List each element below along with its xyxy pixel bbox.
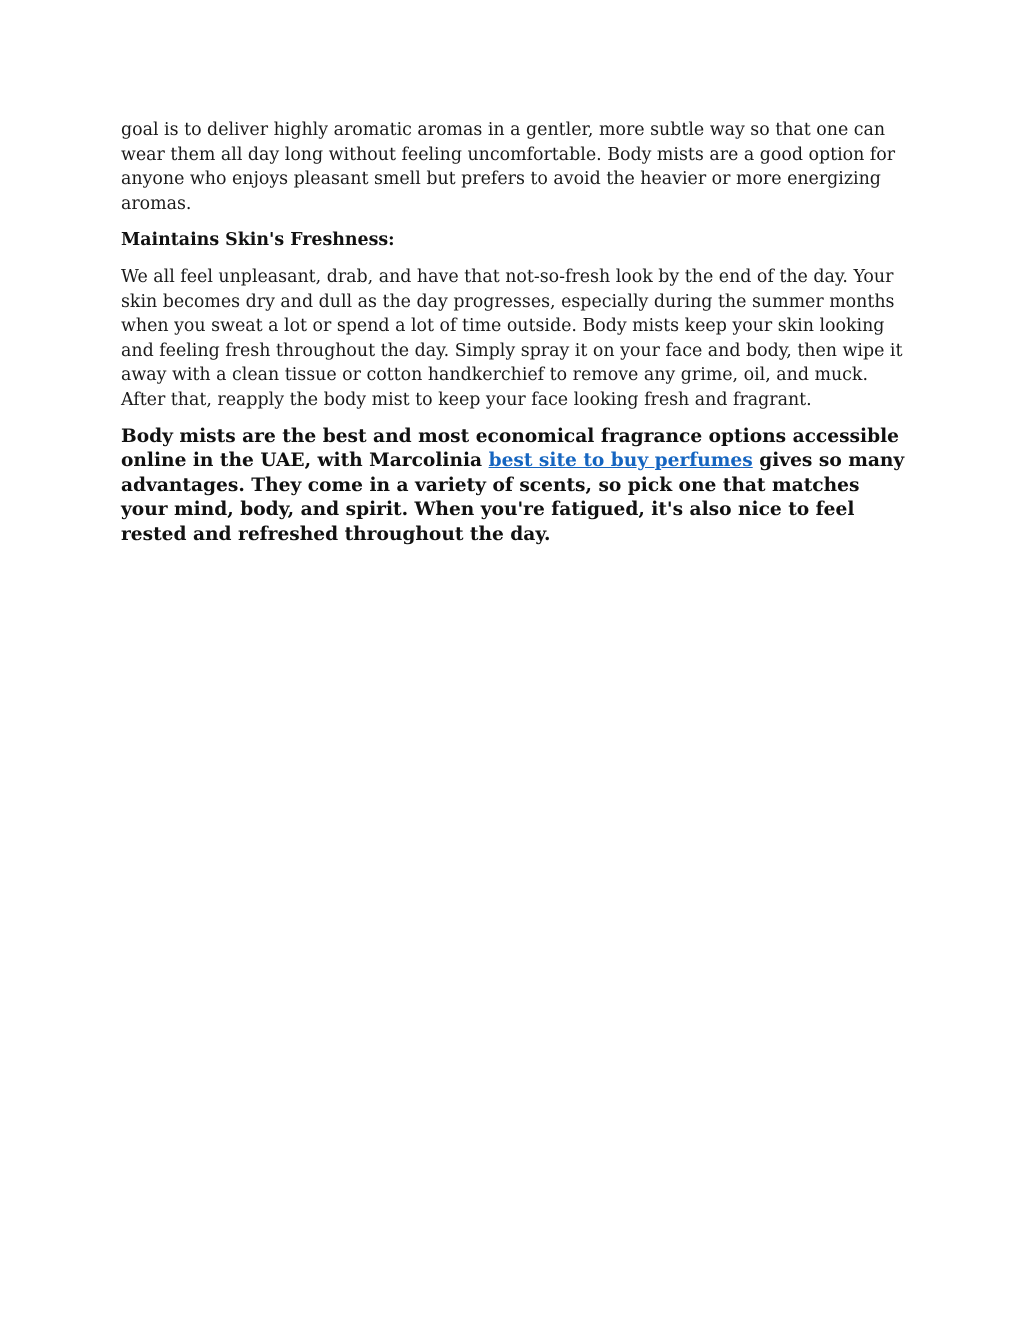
- intro-paragraph: goal is to deliver highly aromatic aromas in a gentler, more subtle way so that one can wear them all day long without feeling uncomfortable. Body mists are a good option for anyone who enjoys pleasant smell but prefers to avoid the heavier or more energizing aromas.: [121, 120, 896, 214]
- section-heading: Maintains Skin's Freshness:: [121, 230, 395, 251]
- freshness-paragraph: We all feel unpleasant, drab, and have that not-so-fresh look by the end of the day. Your skin becomes dry and dull as the day progresses, especially during the summer months when you sweat a lot or spend a lot of time outside. Body mists keep your skin looking and feeling fresh throughout the day. Simply spray it on your face and body, then wipe it away with a clean tissue or cotton handkerchief to remove any grime, oil, and muck. After that, reapply the body mist to keep your face looking fresh and fragrant.: [121, 266, 903, 410]
- closing-paragraph: [121, 425, 911, 548]
- closing-text-after-link: gives so many advantages. They come in a variety of scents, so pick one that matches your mind, body, and spirit. When you're fatigued, it's also nice to feel rested and refreshed throughout the day.: [121, 450, 905, 545]
- perfumes-link[interactable]: best site to buy perfumes: [488, 450, 753, 472]
- closing-text-before-link: Body mists are the best and most economical fragrance options accessible online in the UAE, with Marcolinia: [121, 425, 899, 472]
- document-page: [121, 118, 911, 548]
